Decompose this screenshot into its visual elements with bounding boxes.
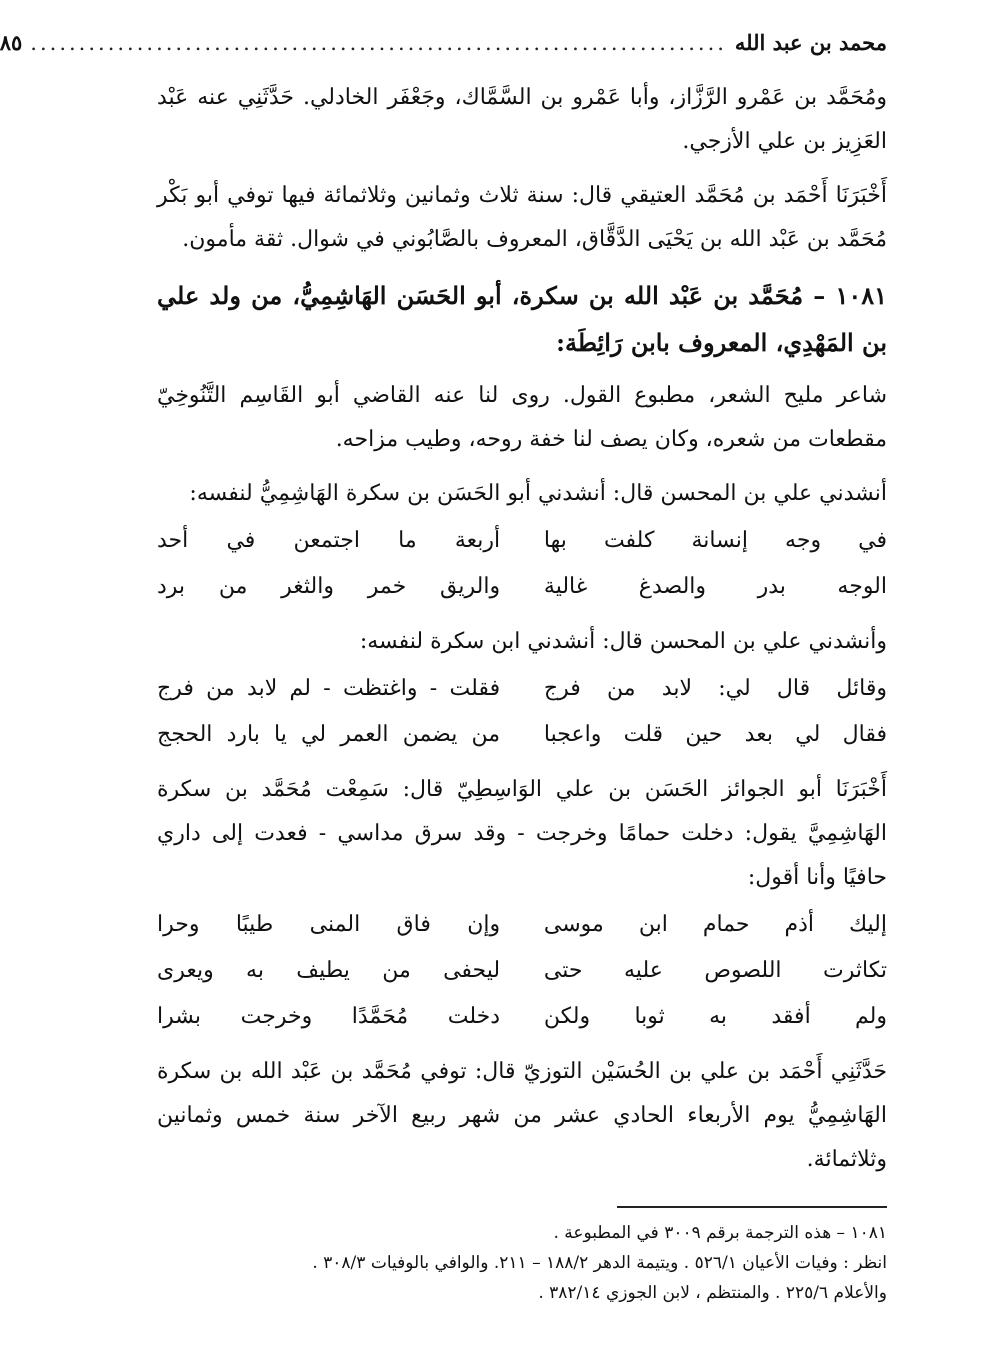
book-page	[0, 30, 887, 1308]
page-number: ٨٥	[0, 30, 23, 55]
verse	[157, 564, 887, 610]
verse-first-hemistich: وقائل قال لي: لابد من فرج	[543, 676, 887, 701]
verse	[157, 666, 887, 712]
verse-second-hemistich: أربعة ما اجتمعن في أحد	[157, 528, 501, 553]
verse-first-hemistich: في وجه إنسانة كلفت بها	[543, 528, 887, 553]
header-dots: ........................................................................	[30, 31, 727, 55]
running-title: محمد بن عبد الله	[734, 30, 887, 55]
entry-title: ١٠٨١ – مُحَمَّد بن عَبْد الله بن سكرة، أبو الحَسَن الهَاشِمِيُّ، من ولد علي بن المَهْدِي، المعروف بابن رَائِطَة:	[157, 281, 887, 357]
verse-first-hemistich: ولم أفقد به ثوبا ولكن	[543, 1004, 887, 1029]
verse	[157, 712, 887, 758]
footnote-2: انظر : وفيات الأعيان ٥٢٦/١ . ويتيمة الدهر ١٨٨/٢ – ٢١١. والوافي بالوفيات ٣٠٨/٣ .	[312, 1253, 887, 1273]
verse-second-hemistich: دخلت مُحَمَّدًا وخرجت بشرا	[157, 1004, 501, 1029]
verse	[157, 994, 887, 1040]
verse	[157, 948, 887, 994]
verse-second-hemistich: ليحفى من يطيف به ويعرى	[157, 958, 501, 983]
paragraph-1: ومُحَمَّد بن عَمْرو الرَّزَّاز، وأبا عَمْرو بن السَّمَّاك، وجَعْفَر الخادلي. حَدَّثَنِي عنه عَبْد العَزِيز بن علي الأزجي.	[157, 85, 887, 154]
poem-2	[157, 666, 887, 758]
verse-second-hemistich: فقلت - واغتظت - لم لابد من فرج	[157, 676, 501, 701]
verse-second-hemistich: والريق خمر والثغر من برد	[157, 574, 501, 599]
verse	[157, 518, 887, 564]
poem-1	[157, 518, 887, 610]
page-header	[0, 30, 887, 76]
verse-first-hemistich: فقال لي بعد حين قلت واعجبا	[543, 722, 887, 747]
footnote-divider	[617, 1206, 887, 1208]
paragraph-6: أَخْبَرَنَا أبو الجوائز الحَسَن بن علي الوَاسِطِيّ قال: سَمِعْت مُحَمَّد بن سكرة الهَاشِمِيَّ يقول: دخلت حمامًا وخرجت - وقد سرق مداسي - فعدت إلى داري حافيًا وأنا أقول:	[157, 777, 887, 890]
paragraph-7: حَدَّثَنِي أَحْمَد بن علي بن الحُسَيْن التوزيّ قال: توفي مُحَمَّد بن عَبْد الله بن سكرة الهَاشِمِيُّ يوم الأربعاء الحادي عشر من شهر ربيع الآخر سنة خمس وثمانين وثلاثمائة.	[157, 1059, 887, 1172]
verse-second-hemistich: من يضمن العمر لي يا بارد الحجج	[157, 722, 501, 747]
paragraph-4: أنشدني علي بن المحسن قال: أنشدني أبو الحَسَن بن سكرة الهَاشِمِيُّ لنفسه:	[189, 481, 887, 506]
verse	[157, 902, 887, 948]
poem-3	[157, 902, 887, 1040]
footnote-1: ١٠٨١ – هذه الترجمة برقم ٣٠٠٩ في المطبوعة .	[553, 1223, 887, 1243]
paragraph-5: وأنشدني علي بن المحسن قال: أنشدني ابن سكرة لنفسه:	[359, 629, 887, 654]
verse-first-hemistich: تكاثرت اللصوص عليه حتى	[543, 958, 887, 983]
footnotes	[157, 1218, 887, 1308]
paragraph-2: أَخْبَرَنَا أَحْمَد بن مُحَمَّد العتيقي قال: سنة ثلاث وثمانين وثلاثمائة فيها توفي أبو بَكْر مُحَمَّد بن عَبْد الله بن يَحْيَى الدَّقَّاق، المعروف بالصَّابُوني في شوال. ثقة مأمون.	[157, 183, 887, 252]
verse-first-hemistich: الوجه بدر والصدغ غالية	[543, 574, 887, 599]
footnote-3: والأعلام ٢٢٥/٦ . والمنتظم ، لابن الجوزي ٣٨٢/١٤ .	[538, 1283, 887, 1303]
verse-first-hemistich: إليك أذم حمام ابن موسى	[543, 912, 887, 937]
paragraph-3: شاعر مليح الشعر، مطبوع القول. روى لنا عنه القاضي أبو القَاسِم التَّنُوخِيّ مقطعات من شعره، وكان يصف لنا خفة روحه، وطيب مزاحه.	[157, 383, 887, 452]
verse-second-hemistich: وإن فاق المنى طيبًا وحرا	[157, 912, 501, 937]
